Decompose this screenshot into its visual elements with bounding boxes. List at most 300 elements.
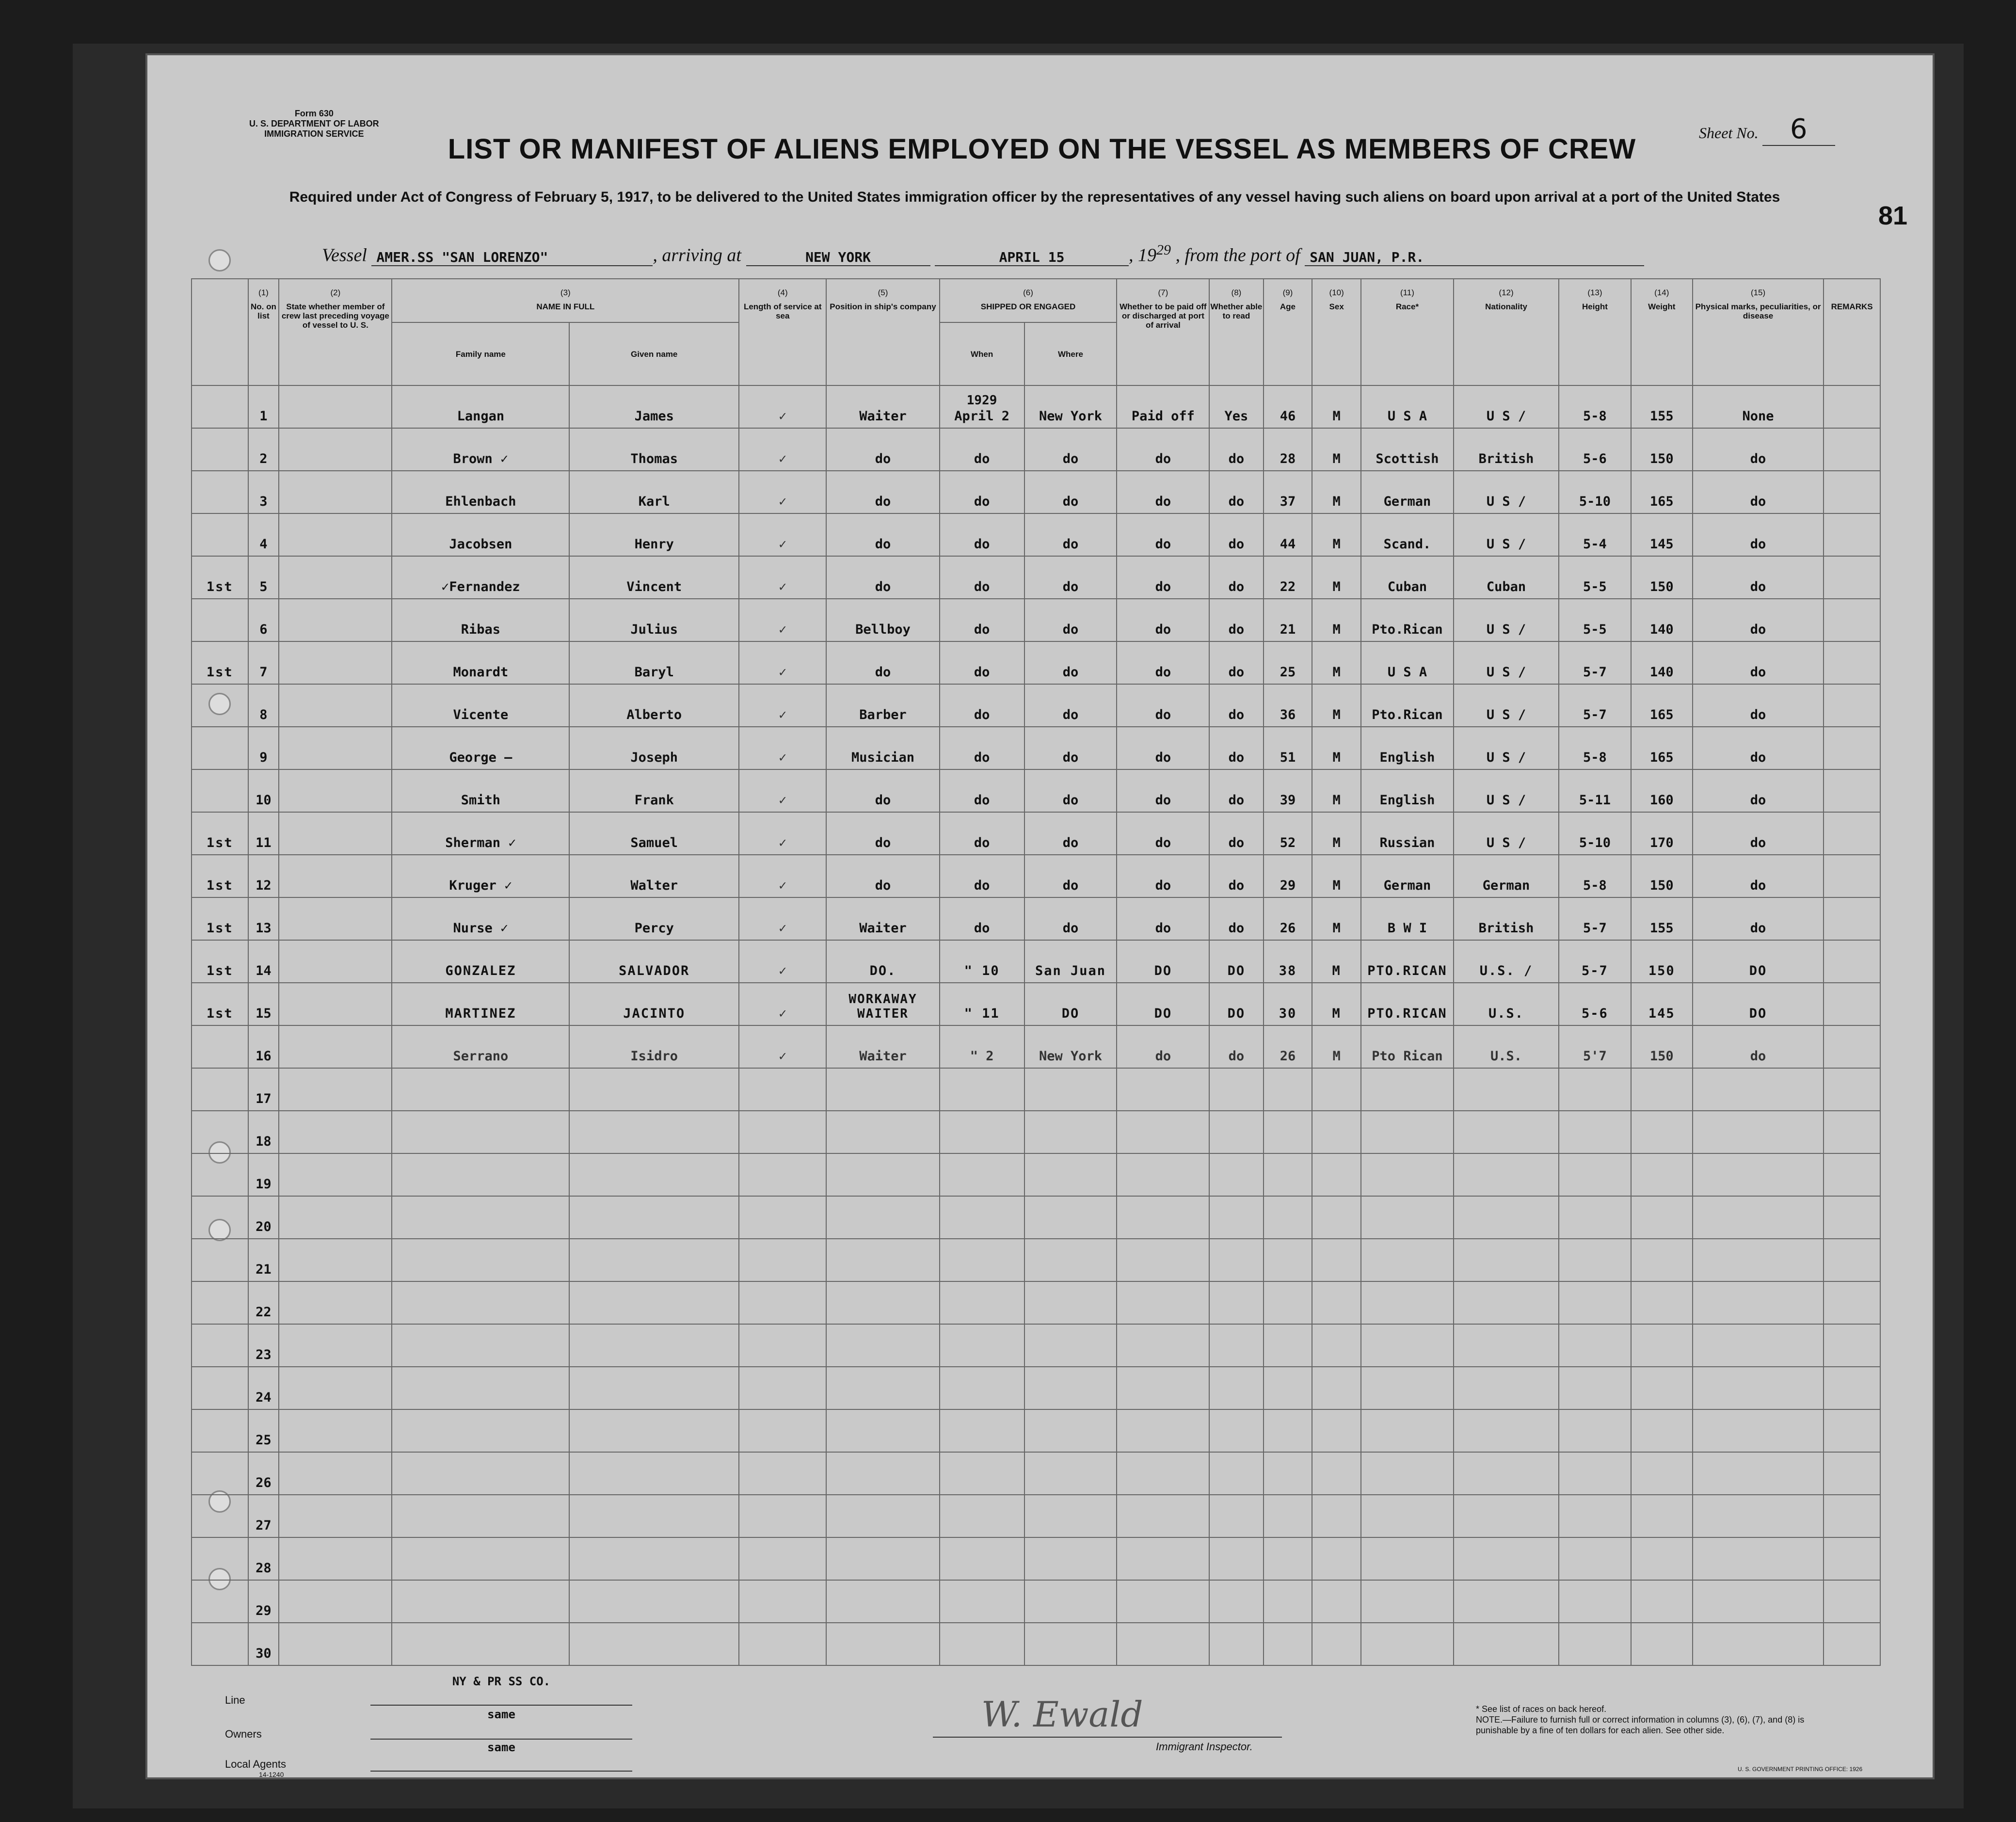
shipped-when bbox=[940, 1452, 1024, 1495]
shipped-where: New York bbox=[1024, 1025, 1117, 1068]
table-row bbox=[192, 1495, 1880, 1537]
height: 5-7 bbox=[1559, 641, 1631, 684]
remarks bbox=[1824, 1111, 1880, 1153]
margin-note bbox=[192, 1239, 248, 1281]
age bbox=[1264, 1068, 1312, 1111]
margin-note bbox=[192, 1281, 248, 1324]
weight bbox=[1631, 1196, 1693, 1239]
able-to-read bbox=[1209, 1068, 1263, 1111]
table-row bbox=[192, 428, 1880, 471]
col-label: State whether member of crew last preceding voyage of vessel to U. S. bbox=[281, 302, 389, 330]
given-name: Alberto bbox=[569, 684, 739, 727]
nationality: U S / bbox=[1454, 513, 1559, 556]
given-name bbox=[569, 1196, 739, 1239]
table-row bbox=[192, 1281, 1880, 1324]
row-number: 20 bbox=[248, 1196, 279, 1239]
col-weight-header bbox=[1631, 279, 1693, 385]
col-label: Given name bbox=[631, 349, 678, 359]
paid-off: do bbox=[1117, 428, 1209, 471]
col-number: (14) bbox=[1654, 288, 1669, 297]
previous-voyage bbox=[279, 1111, 392, 1153]
col-label: Physical marks, peculiarities, or disease bbox=[1695, 302, 1821, 320]
given-name bbox=[569, 1068, 739, 1111]
previous-voyage bbox=[279, 684, 392, 727]
age: 44 bbox=[1264, 513, 1312, 556]
shipped-where: do bbox=[1024, 769, 1117, 812]
paid-off bbox=[1117, 1153, 1209, 1196]
given-name bbox=[569, 1281, 739, 1324]
race bbox=[1361, 1409, 1454, 1452]
family-name bbox=[392, 1580, 569, 1623]
row-number: 25 bbox=[248, 1409, 279, 1452]
weight: 145 bbox=[1631, 983, 1693, 1025]
nationality: U.S. bbox=[1454, 983, 1559, 1025]
race-note: * See list of races on back hereof. bbox=[1476, 1704, 1607, 1714]
margin-note bbox=[192, 1367, 248, 1409]
previous-voyage bbox=[279, 1495, 392, 1537]
position bbox=[826, 1324, 939, 1367]
col-age-header bbox=[1264, 279, 1312, 385]
year-label: , 19 bbox=[1129, 245, 1156, 266]
position: Waiter bbox=[826, 385, 939, 428]
family-name: Serrano bbox=[392, 1025, 569, 1068]
row-number: 21 bbox=[248, 1239, 279, 1281]
service-check bbox=[739, 1580, 826, 1623]
previous-voyage bbox=[279, 940, 392, 983]
col-number: (3) bbox=[560, 288, 571, 297]
shipped-where bbox=[1024, 1111, 1117, 1153]
paid-off: do bbox=[1117, 812, 1209, 855]
sex bbox=[1312, 1537, 1361, 1580]
given-name: Baryl bbox=[569, 641, 739, 684]
age: 46 bbox=[1264, 385, 1312, 428]
physical-marks bbox=[1693, 1196, 1824, 1239]
sheet-label: Sheet No. bbox=[1699, 124, 1759, 142]
able-to-read bbox=[1209, 1196, 1263, 1239]
given-name: Joseph bbox=[569, 727, 739, 769]
nationality: British bbox=[1454, 897, 1559, 940]
paid-off: do bbox=[1117, 1025, 1209, 1068]
table-row bbox=[192, 855, 1880, 897]
col-label: Nationality bbox=[1485, 302, 1527, 311]
line-value: NY & PR SS CO. bbox=[452, 1675, 551, 1688]
physical-marks bbox=[1693, 1111, 1824, 1153]
row-number: 13 bbox=[248, 897, 279, 940]
shipped-when: " 10 bbox=[940, 940, 1024, 983]
age: 21 bbox=[1264, 599, 1312, 641]
remarks bbox=[1824, 1153, 1880, 1196]
row-number: 9 bbox=[248, 727, 279, 769]
nationality: U S / bbox=[1454, 812, 1559, 855]
previous-voyage bbox=[279, 1452, 392, 1495]
sex: M bbox=[1312, 812, 1361, 855]
paid-off: do bbox=[1117, 769, 1209, 812]
margin-note bbox=[192, 1409, 248, 1452]
row-number: 18 bbox=[248, 1111, 279, 1153]
physical-marks: do bbox=[1693, 727, 1824, 769]
shipped-where: do bbox=[1024, 513, 1117, 556]
able-to-read bbox=[1209, 1495, 1263, 1537]
sex bbox=[1312, 1196, 1361, 1239]
margin-note bbox=[192, 385, 248, 428]
paid-off: do bbox=[1117, 684, 1209, 727]
family-name: Langan bbox=[392, 385, 569, 428]
col-number: (9) bbox=[1282, 288, 1293, 297]
row-number: 11 bbox=[248, 812, 279, 855]
service-check: ✓ bbox=[739, 983, 826, 1025]
nationality bbox=[1454, 1068, 1559, 1111]
paid-off bbox=[1117, 1196, 1209, 1239]
height: 5-7 bbox=[1559, 897, 1631, 940]
given-name: JACINTO bbox=[569, 983, 739, 1025]
remarks bbox=[1824, 983, 1880, 1025]
remarks bbox=[1824, 1025, 1880, 1068]
paid-off: do bbox=[1117, 897, 1209, 940]
nationality: U S / bbox=[1454, 385, 1559, 428]
col-shipped-header bbox=[940, 279, 1117, 322]
row-number: 4 bbox=[248, 513, 279, 556]
col-read-header bbox=[1209, 279, 1263, 385]
remarks bbox=[1824, 1239, 1880, 1281]
margin-note bbox=[192, 1580, 248, 1623]
nationality bbox=[1454, 1196, 1559, 1239]
col-given-header bbox=[569, 322, 739, 385]
col-label: No. on list bbox=[250, 302, 276, 320]
family-name bbox=[392, 1495, 569, 1537]
family-name: GONZALEZ bbox=[392, 940, 569, 983]
given-name: Samuel bbox=[569, 812, 739, 855]
position bbox=[826, 1495, 939, 1537]
weight: 160 bbox=[1631, 769, 1693, 812]
row-number: 22 bbox=[248, 1281, 279, 1324]
given-name: Frank bbox=[569, 769, 739, 812]
physical-marks bbox=[1693, 1537, 1824, 1580]
shipped-when: do bbox=[940, 684, 1024, 727]
crew-rows bbox=[192, 385, 1880, 1665]
shipped-where bbox=[1024, 1153, 1117, 1196]
table-row bbox=[192, 599, 1880, 641]
race bbox=[1361, 1196, 1454, 1239]
margin-note bbox=[192, 513, 248, 556]
physical-marks: do bbox=[1693, 513, 1824, 556]
sex bbox=[1312, 1452, 1361, 1495]
previous-voyage bbox=[279, 1068, 392, 1111]
weight bbox=[1631, 1068, 1693, 1111]
race: Pto.Rican bbox=[1361, 599, 1454, 641]
col-name-header bbox=[392, 279, 739, 322]
able-to-read: do bbox=[1209, 727, 1263, 769]
shipped-when bbox=[940, 1495, 1024, 1537]
service-check bbox=[739, 1111, 826, 1153]
arrival-date: APRIL 15 bbox=[935, 249, 1129, 266]
height bbox=[1559, 1068, 1631, 1111]
previous-voyage bbox=[279, 471, 392, 513]
service-check: ✓ bbox=[739, 727, 826, 769]
shipped-where bbox=[1024, 1580, 1117, 1623]
shipped-where: do bbox=[1024, 556, 1117, 599]
paid-off: Paid off bbox=[1117, 385, 1209, 428]
weight bbox=[1631, 1495, 1693, 1537]
service-check: ✓ bbox=[739, 1025, 826, 1068]
position bbox=[826, 1537, 939, 1580]
remarks bbox=[1824, 556, 1880, 599]
physical-marks bbox=[1693, 1281, 1824, 1324]
physical-marks bbox=[1693, 1324, 1824, 1367]
row-number: 17 bbox=[248, 1068, 279, 1111]
departure-port: SAN JUAN, P.R. bbox=[1305, 249, 1644, 266]
shipped-where bbox=[1024, 1281, 1117, 1324]
given-name: Isidro bbox=[569, 1025, 739, 1068]
remarks bbox=[1824, 1281, 1880, 1324]
given-name bbox=[569, 1367, 739, 1409]
margin-note bbox=[192, 1068, 248, 1111]
table-row bbox=[192, 1111, 1880, 1153]
able-to-read: do bbox=[1209, 556, 1263, 599]
margin-note bbox=[192, 769, 248, 812]
weight: 165 bbox=[1631, 684, 1693, 727]
given-name: Percy bbox=[569, 897, 739, 940]
col-number: (7) bbox=[1158, 288, 1168, 297]
punch-hole bbox=[208, 249, 231, 272]
family-name: George — bbox=[392, 727, 569, 769]
race: German bbox=[1361, 471, 1454, 513]
remarks bbox=[1824, 684, 1880, 727]
remarks bbox=[1824, 1196, 1880, 1239]
shipped-when: do bbox=[940, 727, 1024, 769]
weight: 150 bbox=[1631, 428, 1693, 471]
age: 39 bbox=[1264, 769, 1312, 812]
sex bbox=[1312, 1111, 1361, 1153]
paid-off: do bbox=[1117, 471, 1209, 513]
table-row bbox=[192, 769, 1880, 812]
weight: 140 bbox=[1631, 599, 1693, 641]
age bbox=[1264, 1196, 1312, 1239]
paid-off bbox=[1117, 1495, 1209, 1537]
age: 22 bbox=[1264, 556, 1312, 599]
sex: M bbox=[1312, 471, 1361, 513]
position: do bbox=[826, 428, 939, 471]
table-row bbox=[192, 641, 1880, 684]
nationality: U.S. bbox=[1454, 1025, 1559, 1068]
owners-rule bbox=[370, 1739, 632, 1740]
table-row bbox=[192, 727, 1880, 769]
row-number: 26 bbox=[248, 1452, 279, 1495]
paid-off bbox=[1117, 1239, 1209, 1281]
service-check: ✓ bbox=[739, 641, 826, 684]
physical-marks: do bbox=[1693, 769, 1824, 812]
col-number: (5) bbox=[878, 288, 888, 297]
col-where-header bbox=[1024, 322, 1117, 385]
col-remarks-header bbox=[1824, 279, 1880, 385]
service-check bbox=[739, 1537, 826, 1580]
shipped-when: do bbox=[940, 513, 1024, 556]
race bbox=[1361, 1495, 1454, 1537]
given-name bbox=[569, 1580, 739, 1623]
family-name bbox=[392, 1068, 569, 1111]
service-check: ✓ bbox=[739, 812, 826, 855]
service-check bbox=[739, 1324, 826, 1367]
remarks bbox=[1824, 599, 1880, 641]
position: do bbox=[826, 855, 939, 897]
col-when-header bbox=[940, 322, 1024, 385]
inspector-label: Immigrant Inspector. bbox=[1156, 1741, 1253, 1753]
col-height-header bbox=[1559, 279, 1631, 385]
col-number: (1) bbox=[258, 288, 269, 297]
shipped-when bbox=[940, 1409, 1024, 1452]
shipped-year: 1929 bbox=[966, 393, 997, 408]
row-number: 29 bbox=[248, 1580, 279, 1623]
able-to-read bbox=[1209, 1367, 1263, 1409]
department: U. S. DEPARTMENT OF LABOR bbox=[249, 119, 379, 128]
sex bbox=[1312, 1409, 1361, 1452]
given-name: Julius bbox=[569, 599, 739, 641]
family-name: Ribas bbox=[392, 599, 569, 641]
sex: M bbox=[1312, 513, 1361, 556]
col-paid-off-header bbox=[1117, 279, 1209, 385]
service-check bbox=[739, 1452, 826, 1495]
table-row bbox=[192, 1537, 1880, 1580]
sex bbox=[1312, 1068, 1361, 1111]
shipped-where bbox=[1024, 1452, 1117, 1495]
position bbox=[826, 1409, 939, 1452]
race: Scand. bbox=[1361, 513, 1454, 556]
able-to-read bbox=[1209, 1537, 1263, 1580]
height: 5-10 bbox=[1559, 812, 1631, 855]
height: 5-6 bbox=[1559, 983, 1631, 1025]
height: 5'7 bbox=[1559, 1025, 1631, 1068]
able-to-read: do bbox=[1209, 855, 1263, 897]
form-code: 14-1240 bbox=[259, 1771, 284, 1778]
sex: M bbox=[1312, 641, 1361, 684]
service-check bbox=[739, 1495, 826, 1537]
height bbox=[1559, 1196, 1631, 1239]
previous-voyage bbox=[279, 1281, 392, 1324]
shipped-when: " 11 bbox=[940, 983, 1024, 1025]
weight: 150 bbox=[1631, 940, 1693, 983]
given-name bbox=[569, 1537, 739, 1580]
shipped-where: San Juan bbox=[1024, 940, 1117, 983]
margin-note: 1st bbox=[192, 855, 248, 897]
age: 25 bbox=[1264, 641, 1312, 684]
row-number: 3 bbox=[248, 471, 279, 513]
sex: M bbox=[1312, 385, 1361, 428]
height bbox=[1559, 1409, 1631, 1452]
sex bbox=[1312, 1324, 1361, 1367]
shipped-date: April 2 bbox=[954, 409, 1009, 424]
weight bbox=[1631, 1281, 1693, 1324]
remarks bbox=[1824, 471, 1880, 513]
shipped-where bbox=[1024, 1409, 1117, 1452]
service-check bbox=[739, 1367, 826, 1409]
shipped-when bbox=[940, 1281, 1024, 1324]
remarks bbox=[1824, 1495, 1880, 1537]
nationality bbox=[1454, 1537, 1559, 1580]
col-label: Whether able to read bbox=[1210, 302, 1263, 320]
row-number: 8 bbox=[248, 684, 279, 727]
position: do bbox=[826, 513, 939, 556]
shipped-when bbox=[940, 1537, 1024, 1580]
margin-note: 1st bbox=[192, 897, 248, 940]
able-to-read bbox=[1209, 1281, 1263, 1324]
remarks bbox=[1824, 1580, 1880, 1623]
nationality: U.S. / bbox=[1454, 940, 1559, 983]
remarks bbox=[1824, 1324, 1880, 1367]
nationality bbox=[1454, 1452, 1559, 1495]
weight bbox=[1631, 1239, 1693, 1281]
owners-label: Owners bbox=[225, 1728, 262, 1740]
family-name bbox=[392, 1452, 569, 1495]
height bbox=[1559, 1324, 1631, 1367]
able-to-read: do bbox=[1209, 812, 1263, 855]
weight bbox=[1631, 1452, 1693, 1495]
weight bbox=[1631, 1367, 1693, 1409]
margin-note bbox=[192, 428, 248, 471]
position bbox=[826, 1239, 939, 1281]
position bbox=[826, 1153, 939, 1196]
owners-value: same bbox=[487, 1708, 515, 1721]
nationality: U S / bbox=[1454, 641, 1559, 684]
age: 36 bbox=[1264, 684, 1312, 727]
vessel-label: Vessel bbox=[322, 245, 367, 266]
race bbox=[1361, 1537, 1454, 1580]
age: 29 bbox=[1264, 855, 1312, 897]
age: 26 bbox=[1264, 1025, 1312, 1068]
sex bbox=[1312, 1495, 1361, 1537]
age: 30 bbox=[1264, 983, 1312, 1025]
arrival-port: NEW YORK bbox=[746, 249, 930, 266]
given-name bbox=[569, 1495, 739, 1537]
weight bbox=[1631, 1580, 1693, 1623]
paid-off: do bbox=[1117, 513, 1209, 556]
row-number: 2 bbox=[248, 428, 279, 471]
arrival-year: 29 bbox=[1156, 242, 1171, 258]
family-name: Kruger ✓ bbox=[392, 855, 569, 897]
sex bbox=[1312, 1153, 1361, 1196]
age bbox=[1264, 1111, 1312, 1153]
remarks bbox=[1824, 1068, 1880, 1111]
col-label: Position in ship's company bbox=[830, 302, 936, 311]
weight bbox=[1631, 1537, 1693, 1580]
sex: M bbox=[1312, 855, 1361, 897]
remarks bbox=[1824, 513, 1880, 556]
previous-voyage bbox=[279, 385, 392, 428]
table-row bbox=[192, 1196, 1880, 1239]
remarks bbox=[1824, 897, 1880, 940]
row-number: 15 bbox=[248, 983, 279, 1025]
race: Cuban bbox=[1361, 556, 1454, 599]
table-row bbox=[192, 940, 1880, 983]
manifest-sheet bbox=[145, 53, 1935, 1779]
family-name bbox=[392, 1324, 569, 1367]
family-name: Jacobsen bbox=[392, 513, 569, 556]
table-row bbox=[192, 1324, 1880, 1367]
arriving-label: , arriving at bbox=[653, 245, 741, 266]
paid-off bbox=[1117, 1324, 1209, 1367]
remarks bbox=[1824, 428, 1880, 471]
position: do bbox=[826, 769, 939, 812]
height bbox=[1559, 1367, 1631, 1409]
previous-voyage bbox=[279, 1153, 392, 1196]
shipped-when: do bbox=[940, 641, 1024, 684]
col-number: (13) bbox=[1587, 288, 1602, 297]
shipped-when bbox=[940, 385, 1024, 428]
line-label: Line bbox=[225, 1694, 245, 1706]
footer bbox=[147, 1655, 1936, 1778]
remarks bbox=[1824, 1537, 1880, 1580]
col-number: (10) bbox=[1329, 288, 1344, 297]
row-number: 12 bbox=[248, 855, 279, 897]
able-to-read bbox=[1209, 1153, 1263, 1196]
